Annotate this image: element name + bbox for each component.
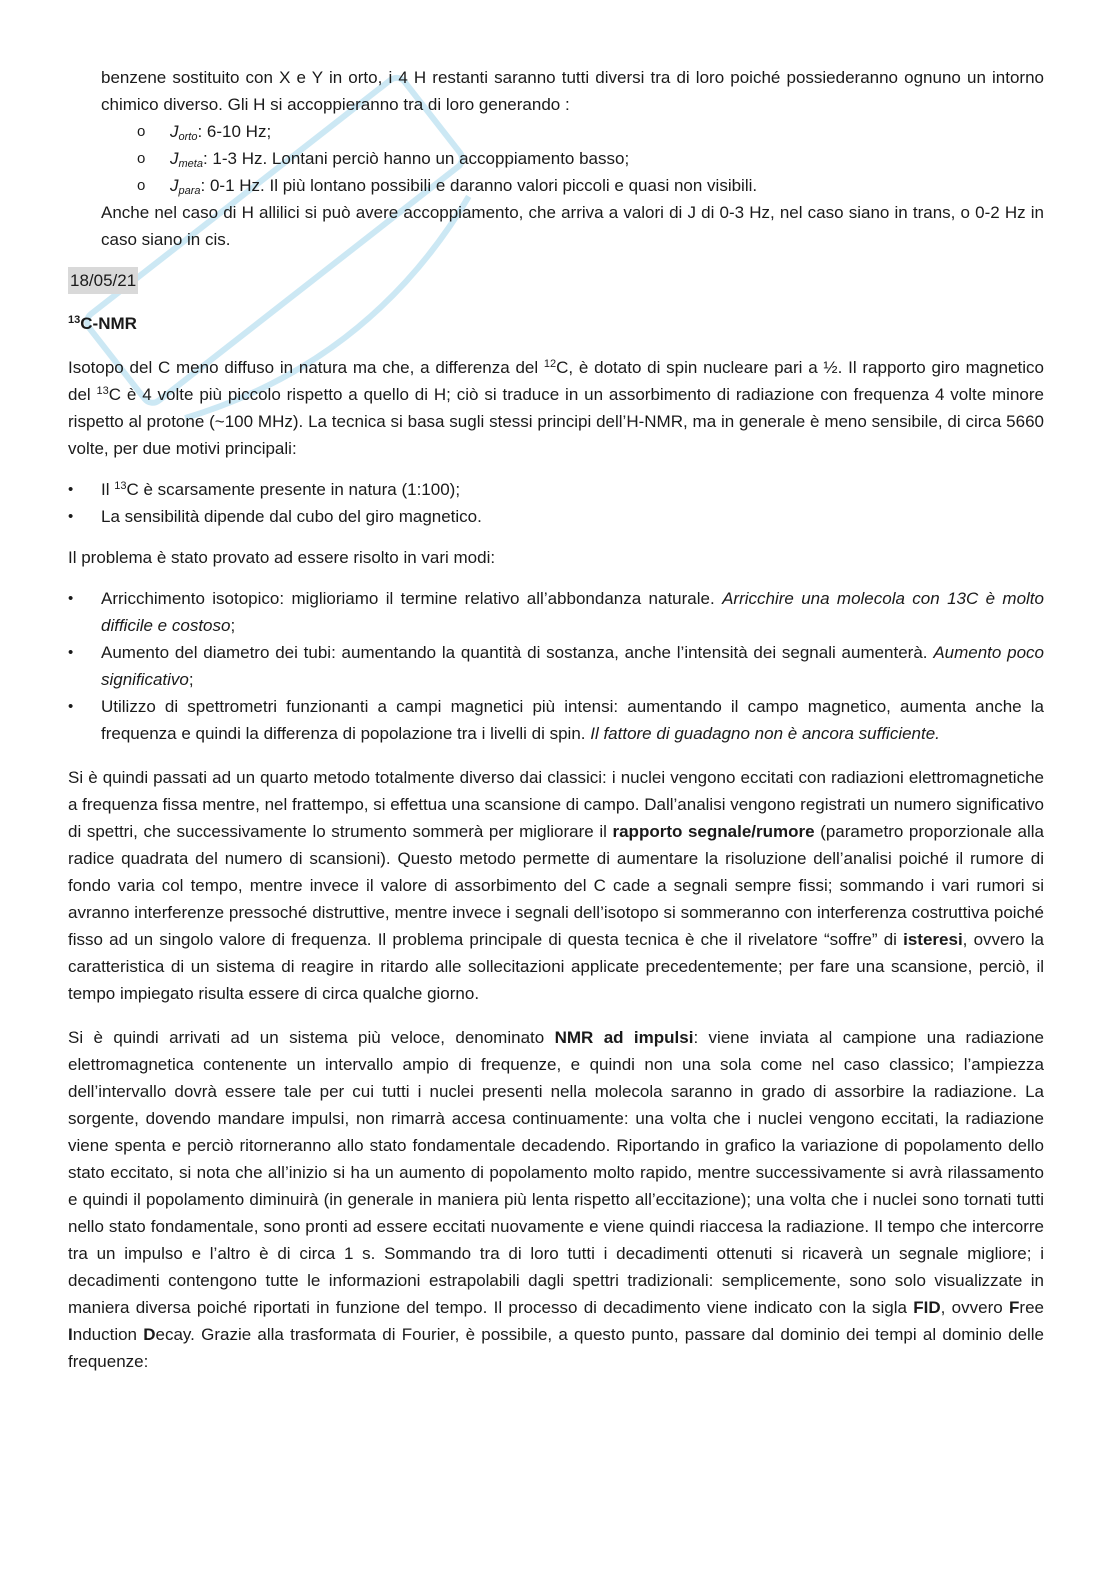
paragraph-isotope: Isotopo del C meno diffuso in natura ma che, a differenza del $^{12}$C, è dotato di spin nucleare pari a ½. Il rapporto giro magnetico del $^{13}$C è 4 volte più piccolo rispetto a quello di H; ciò si traduce in un assorbimento di radiazione con frequenza 4 volte minore rispetto al protone (~100 MHz). La tecnica si basa sugli stessi principi dell’H-NMR, ma in generale è meno sensibile, di circa 5660 volte, per due motivi principali: (68, 358, 1044, 458)
list-item: • Aumento del diametro dei tubi: aumentando la quantità di sostanza, anche l’intensità dei segnali aumenterà. Aumento poco significativo; (68, 639, 1044, 693)
allylic-paragraph: Anche nel caso di H allilici si può avere accoppiamento, che arriva a valori di J di 0-3 Hz, nel caso siano in trans, o 0-2 Hz in caso siano in cis. (101, 203, 1044, 249)
list-item: • Arricchimento isotopico: miglioriamo il termine relativo all’abbondanza naturale. Arricchire una molecola con 13C è molto difficile e costoso; (68, 585, 1044, 639)
coupling-item: o $J_{para}$: 0-1 Hz. Il più lontano possibili e daranno valori piccoli e quasi non visibili. (137, 172, 1044, 199)
coupling-item: o $J_{orto}$: 6-10 Hz; (137, 118, 1044, 145)
list-item: • Il $^{13}$C è scarsamente presente in natura (1:100); (68, 476, 1044, 503)
circle-bullet: o (137, 123, 146, 140)
bullet: • (68, 644, 74, 661)
reasons-list (68, 476, 1044, 530)
bullet: • (68, 481, 74, 498)
paragraph-pulsed-nmr: Si è quindi arrivati ad un sistema più veloce, denominato NMR ad impulsi: viene inviata al campione una radiazione elettromagnetica contenente un intervallo ampio di frequenze, e quindi non una sola come nel caso classico; l’ampiezza dell’intervallo dovrà essere tale per cui tutti i nuclei presenti nella molecola saranno in grado di assorbire la radiazione. La sorgente, dovendo mandare impulsi, non rimarrà accesa continuamente: una volta che i nuclei vengono eccitati, la radiazione viene spenta e perciò ritorneranno allo stato fondamentale decadendo. Riportando in grafico la variazione di popolamento dello stato eccitato, si nota che all’inizio si ha un aumento di popolamento molto rapido, mentre successivamente si avrà rilassamento e quindi il popolamento diminuirà (in generale in maniera più lenta rispetto all’eccitazione); una volta che i nuclei sono tornati tutti nello stato fondamentale, sono pronti ad essere eccitati nuovamente e viene quindi riaccesa la radiazione. Il tempo che intercorre tra un impulso e l’altro è di circa 1 s. Sommando tra di loro tutti i decadimenti ottenuti si ricaverà un segnale migliore; i decadimenti contengono tutte le informazioni estrapolabili dagli spettri tradizionali: semplicemente, sono solo visualizzate in maniera diversa poiché riportati in funzione del tempo. Il processo di decadimento viene indicato con la sigla FID, ovvero Free Induction Decay. Grazie alla trasformata di Fourier, è possibile, a questo punto, passare dal dominio dei tempi al dominio delle frequenze: (68, 1028, 1045, 1371)
paragraph-problem: Il problema è stato provato ad essere risolto in vari modi: (68, 548, 496, 567)
paragraph-fourth-method: Si è quindi passati ad un quarto metodo totalmente diverso dai classici: i nuclei vengono eccitati con radiazioni elettromagnetiche a frequenza fissa mentre, nel frattempo, si effettua una scansione di campo. Dall’analisi vengono registrati un numero significativo di spettri, che successivamente lo strumento sommerà per migliorare il rapporto segnale/rumore (parametro proporzionale alla radice quadrata del numero di scansioni). Questo metodo permette di aumentare la risoluzione dell’analisi poiché il rumore di fondo varia col tempo, mentre invece il valore di assorbimento del C cade a segnali sempre fissi; sommando i vari rumori si avranno interferenze pressoché distruttive, mentre invece i segnali dell’isotopo si sommeranno con interferenza costruttiva poiché fisso ad un singolo valore di frequenza. Il problema principale di questa tecnica è che il rivelatore “soffre” di isteresi, ovvero la caratteristica di un sistema di reagire in ritardo alle sollecitazioni applicate precedentemente; per fare una scansione, perciò, il tempo impiegato risulta essere di circa qualche giorno. (68, 768, 1044, 1003)
bullet: • (68, 508, 74, 525)
list-item: • Utilizzo di spettrometri funzionanti a campi magnetici più intensi: aumentando il campo magnetico, aumenta anche la frequenza e quindi la differenza di popolazione tra i livelli di spin. Il fattore di guadagno non è ancora sufficiente. (68, 693, 1044, 747)
intro-paragraph: benzene sostituito con X e Y in orto, i 4 H restanti saranno tutti diversi tra di loro poiché possiederanno ognuno un intorno chimico diverso. Gli H si accoppieranno tra di loro generando : (101, 68, 1044, 114)
circle-bullet: o (137, 150, 146, 167)
methods-list (68, 585, 1044, 747)
section-heading: $^{13}$C-NMR (68, 314, 137, 333)
date-label: 18/05/21 (68, 267, 138, 294)
list-item: • La sensibilità dipende dal cubo del giro magnetico. (68, 503, 1044, 530)
coupling-list (68, 118, 1044, 199)
bullet: • (68, 590, 74, 607)
bullet: • (68, 698, 74, 715)
circle-bullet: o (137, 177, 146, 194)
document-page (68, 64, 1044, 1375)
coupling-item: o $J_{meta}$: 1-3 Hz. Lontani perciò hanno un accoppiamento basso; (137, 145, 1044, 172)
